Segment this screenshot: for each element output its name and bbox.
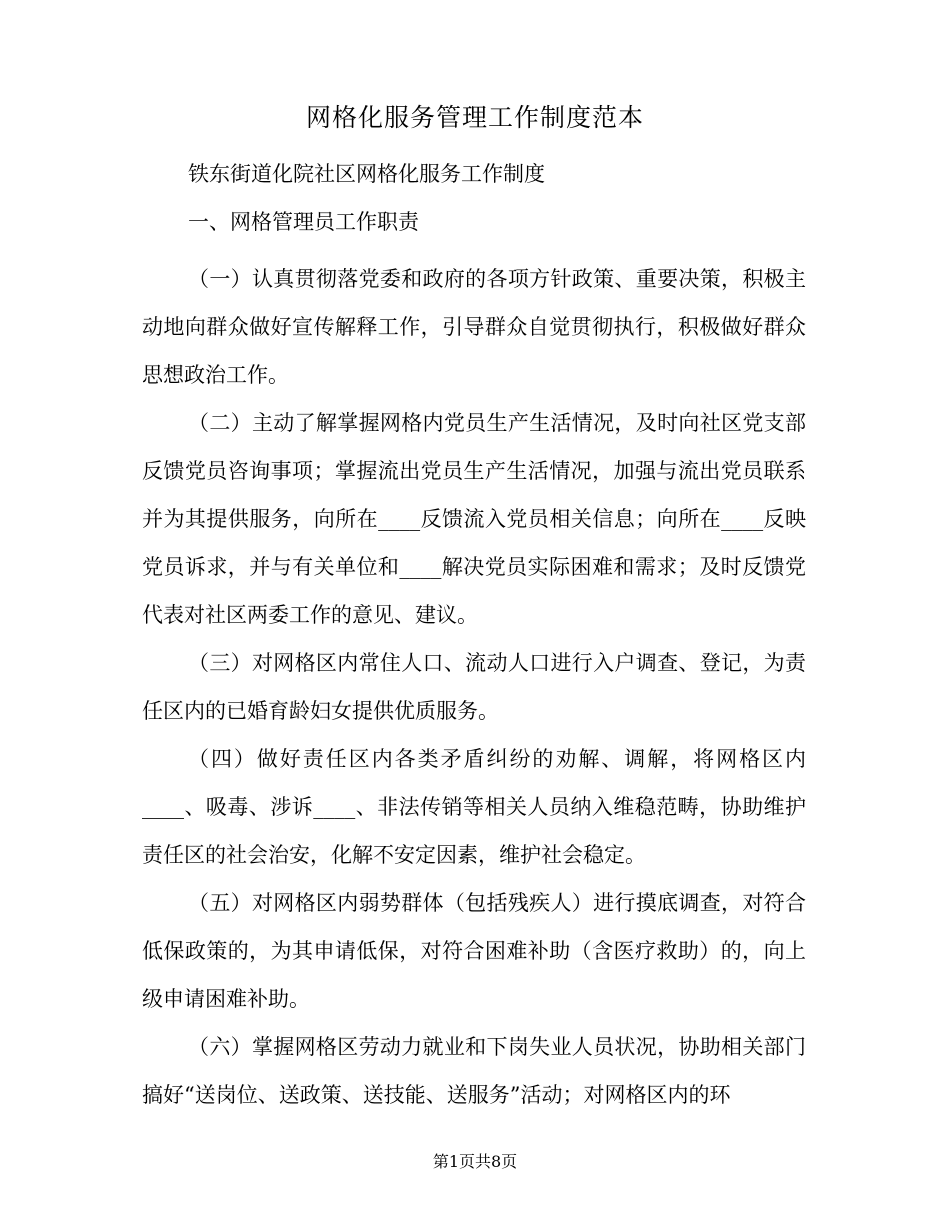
paragraph-4: （四）做好责任区内各类矛盾纠纷的劝解、调解，将网格区内____、吸毒、涉诉____、非法传销等相关人员纳入维稳范畴，协助维护责任区的社会治安，化解不安定因素，维护社会稳定。 [142, 747, 806, 867]
paragraph-5: （五）对网格区内弱势群体（包括残疾人）进行摸底调查，对符合低保政策的，为其申请低保，对符合困难补助（含医疗救助）的，向上级申请困难补助。 [142, 891, 806, 1011]
paragraph-3: （三）对网格区内常住人口、流动人口进行入户调查、登记，为责任区内的已婚育龄妇女提供优质服务。 [142, 651, 806, 723]
document-title: 网格化服务管理工作制度范本 [305, 103, 644, 132]
document-subtitle: 铁东街道化院社区网格化服务工作制度 [188, 162, 545, 186]
paragraph-1: （一）认真贯彻落党委和政府的各项方针政策、重要决策，积极主动地向群众做好宣传解释工作，引导群众自觉贯彻执行，积极做好群众思想政治工作。 [142, 267, 806, 387]
section-heading: 一、网格管理员工作职责 [188, 210, 419, 234]
paragraph-2: （二）主动了解掌握网格内党员生产生活情况，及时向社区党支部反馈党员咨询事项；掌握流出党员生产生活情况，加强与流出党员联系并为其提供服务，向所在____反馈流入党员相关信息；向所在____反映党员诉求，并与有关单位和____解决党员实际困难和需求；及时反馈党代表对社区两委工作的意见、建议。 [142, 411, 806, 627]
page-footer: 第1页共8页 [432, 1152, 518, 1171]
document-body [142, 255, 806, 1119]
paragraph-6: （六）掌握网格区劳动力就业和下岗失业人员状况，协助相关部门搞好“送岗位、送政策、送技能、送服务”活动；对网格区内的环 [142, 1035, 806, 1107]
